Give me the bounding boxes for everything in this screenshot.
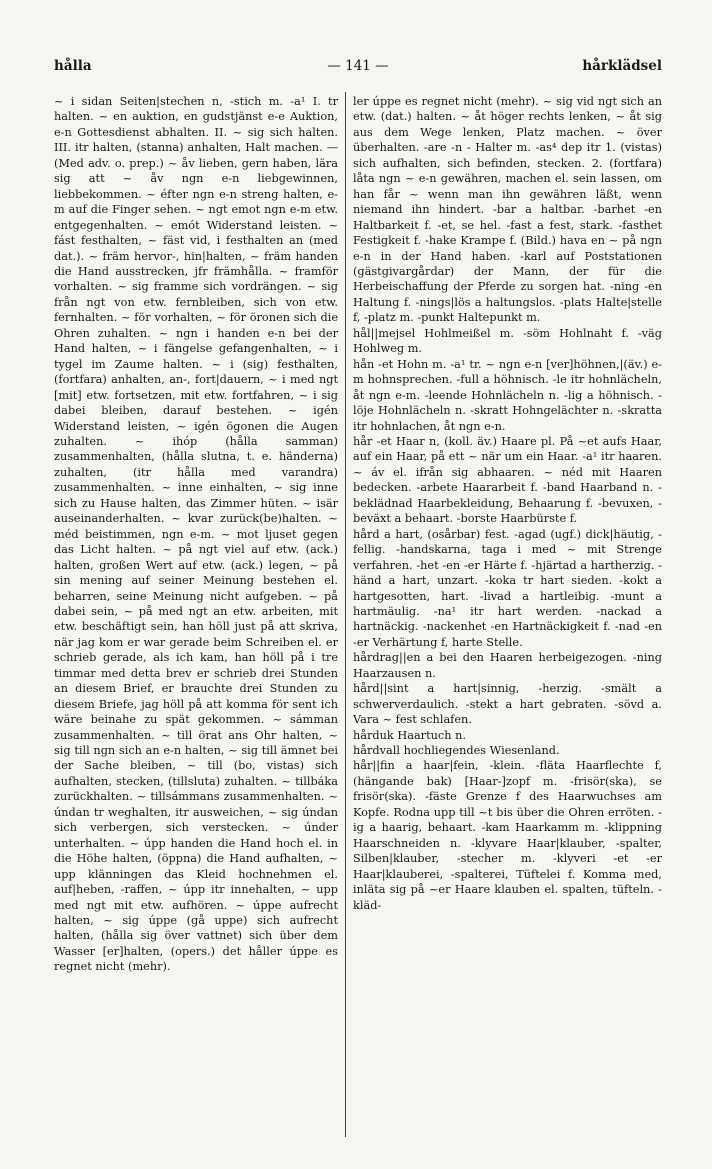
page-header xyxy=(54,58,662,82)
right-guide-word: hårklädsel xyxy=(582,58,662,74)
page-number: — 141 — xyxy=(327,58,389,74)
dictionary-entry: ler úppe es regnet nicht (mehr). ~ sig vid ngt sich an etw. (dat.) halten. ~ åt höger rechts lenken, ~ åt sig aus dem Wege lenken, Platz machen. ~ över überhalten. -are -n - Halter m. -as⁴ dep itr 1. (vistas) sich aufhalten, sich befinden, stecken. 2. (fortfara) låta ngn ~ e-n gewähren, machen el. sein lassen, om han får ~ wenn man ihn gewähren läßt, wenn niemand ihn hindert. -bar a haltbar. -barhet -en Haltbarkeit f. -et, se hel. -fast a fest, stark. -fasthet Festigkeit f. -hake Krampe f. (Bild.) hava en ~ på ngn e-n in der Hand haben. -karl auf Poststationen (gästgivargårdar) der Mann, der für die Herbeischaffung der Pferde zu sorgen hat. -ning -en Haltung f. -nings|lös a haltungslos. -plats Halte|stelle f, -platz m. -punkt Haltepunkt m. xyxy=(353,95,662,325)
dictionary-entry: hårduk Haartuch n. xyxy=(353,728,466,742)
right-column xyxy=(353,94,662,1144)
dictionary-entry: hår -et Haar n, (koll. äv.) Haare pl. På ~et aufs Haar, auf ein Haar, på ett ~ när um ein Haar. -a¹ itr haaren. ~ áv el. ifrån sig abhaaren. ~ néd mit Haaren bedecken. -arbete Haararbeit f. -band Haarband n. -beklädnad Haarbekleidung, Behaarung f. -bevuxen, -beväxt a behaart. -borste Haarbürste f. xyxy=(353,434,662,526)
left-guide-word: hålla xyxy=(54,58,92,74)
dictionary-entry: hår||fin a haar|fein, -klein. -fläta Haarflechte f, (hängande bak) [Haar-]zopf m. -frisör(ska), se frisör(ska). -fäste Grenze f des Haarwuchses am Kopfe. Rodna upp till ~t bis über die Ohren erröten. -ig a haarig, behaart. -kam Haarkamm m. -klippning Haarschneiden n. -klyvare Haar|klauber, -spalter, Silben|klauber, -stecher m. -klyveri -et -er Haar|klauberei, -spalterei, Tüftelei f. Komma med, inläta sig på ~er Haare klauben el. spalten, tüfteln. -kläd- xyxy=(353,759,662,912)
dictionary-entry: hål||mejsel Hohlmeißel m. -söm Hohlnaht f. -väg Hohlweg m. xyxy=(353,326,662,356)
column-divider xyxy=(345,92,346,1137)
dictionary-entry: hård a hart, (osårbar) fest. -agad (ugf.) dick|häutig, -fellig. -handskarna, taga i med ~ mit Strenge verfahren. -het -en -er Härte f. -hjärtad a hartherzig. -händ a hart, unzart. -koka tr hart sieden. -kokt a hartgesotten, hart. -livad a hartleibig. -munt a hartmäulig. -na¹ itr hart werden. -nackad a hartnäckig. -nackenhet -en Hartnäckigkeit f. -nad -en -er Verhärtung f, harte Stelle. xyxy=(353,527,662,649)
dictionary-entry: hån -et Hohn m. -a¹ tr. ~ ngn e-n [ver]höhnen,|(äv.) e-m hohnsprechen. -full a höhnisch. -le itr hohnlächeln, åt ngn e-m. -leende Hohnlächeln n. -lig a höhnisch. -löje Hohnlächeln n. -skratt Hohngelächter n. -skratta itr hohnlachen, åt ngn e-n. xyxy=(353,357,662,433)
dictionary-entry: hårdrag||en a bei den Haaren herbeigezogen. -ning Haarzausen n. xyxy=(353,651,662,680)
dictionary-entry: ~ i sidan Seiten|stechen n, -stich m. -a¹ I. tr halten. ~ en auktion, en gudstjänst e-e Auktion, e-n Gottesdienst abhalten. II. ~ sig sich halten. III. itr halten, (stanna) anhalten, Halt machen. — (Med adv. o. prep.) ~ åv lieben, gern haben, lära sig att ~ åv ngn e-n liebgewinnen, liebbekommen. ~ éfter ngn e-n streng halten, e-m auf die Finger sehen. ~ ngt emot ngn e-m etw. entgegenhalten. ~ emót Widerstand leisten. ~ fást festhalten, ~ fäst vid, i festhalten an (med dat.). ~ främ hervor-, hin|halten, ~ främ handen die Hand ausstrecken, jfr främhålla. ~ framför vorhalten. ~ sig framme sich vordrängen. ~ sig från ngt von etw. fernbleiben, sich von etw. fernhalten. ~ för vorhalten, ~ för öronen sich die Ohren zuhalten. ~ ngn i handen e-n bei der Hand halten, ~ i fängelse gefangenhalten, ~ i tygel im Zaume halten. ~ i (sig) festhalten, (fortfara) anhalten, an-, fort|dauern, ~ i med ngt [mit] etw. fortsetzen, mit etw. fortfahren, ~ i sig dabei bleiben, darauf bestehen. ~ igén Widerstand leisten, ~ igén ögonen die Augen zuhalten. ~ ihóp (hålla samman) zusammenhalten, (hålla slutna, t. e. händerna) zuhalten, (itr hålla med varandra) zusammenhalten. ~ inne einhalten, ~ sig inne sich zu Hause halten, das Zimmer hüten. ~ isär auseinanderhalten. ~ kvar zurück(be)halten. ~ méd beistimmen, ngn e-m. ~ mot ljuset gegen das Licht halten. ~ på ngt viel auf etw. (ack.) halten, großen Wert auf etw. (ack.) legen, ~ på sin mening auf seiner Meinung bestehen el. beharren, seine Meinung nicht aufgeben. ~ på dabei sein, ~ på med ngt an etw. arbeiten, mit etw. beschäftigt sein, han höll just på att skriva, när jag kom er war gerade beim Schreiben el. er schrieb gerade, als ich kam, han höll på i tre timmar med detta brev er schrieb drei Stunden an diesem Brief, er brauchte drei Stunden zu diesem Briefe, jag höll på att komma för sent ich wäre beinahe zu spät gekommen. ~ sámman zusammenhalten. ~ till örat ans Ohr halten, ~ sig till ngn sich an e-n halten, ~ sig till ämnet bei der Sache bleiben, ~ till (bo, vistas) sich aufhalten, stecken, (tillsluta) zuhalten. ~ tillbáka zurückhalten. ~ tillsámmans zusammenhalten. ~ úndan tr weghalten, itr ausweichen, ~ sig úndan sich verbergen, sich verstecken. ~ únder unterhalten. ~ úpp handen die Hand hoch el. in die Höhe halten, (öppna) die Hand aufhalten, ~ upp klänningen das Kleid hochnehmen el. auf|heben, -raffen, ~ úpp itr innehalten, ~ upp med ngt mit etw. aufhören. ~ úppe aufrecht halten, ~ sig úppe (gå uppe) sich aufrecht halten, (hålla sig över vattnet) sich über dem Wasser [er]halten, (opers.) det håller úppe es regnet nicht (mehr). xyxy=(54,95,338,974)
left-column xyxy=(54,94,338,1144)
dictionary-entry: hård||sint a hart|sinnig, -herzig. -smält a schwerverdaulich. -stekt a hart gebraten. -sövd a. Vara ~ fest schlafen. xyxy=(353,682,662,727)
dictionary-entry: hårdvall hochliegendes Wiesenland. xyxy=(353,744,560,758)
